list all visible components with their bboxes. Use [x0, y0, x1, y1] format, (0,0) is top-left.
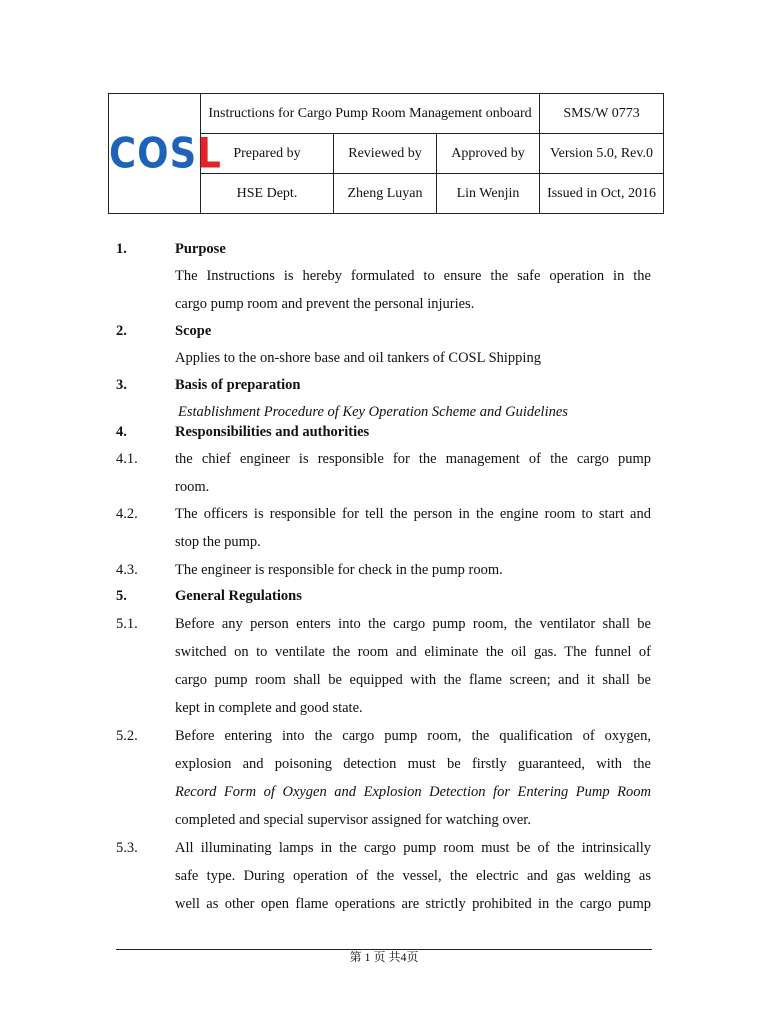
reference-title: Establishment Procedure of Key Operation Scheme and Guidelines	[178, 404, 568, 420]
item-number: 5.1.	[116, 616, 138, 632]
paragraph-line: Before any person enters into the cargo pump room, the ventilator shall be	[175, 616, 651, 632]
paragraph-line: room.	[175, 479, 210, 495]
document-number: SMS/W 0773	[540, 94, 664, 134]
section-number: 3.	[116, 377, 127, 393]
paragraph-line: The Instructions is hereby formulated to ensure the safe operation in the	[175, 268, 651, 284]
item-number: 4.3.	[116, 562, 138, 578]
paragraph-line: cargo pump room and prevent the personal injuries.	[175, 296, 475, 312]
paragraph-line: kept in complete and good state.	[175, 700, 363, 716]
paragraph-line: Applies to the on-shore base and oil tankers of COSL Shipping	[175, 350, 541, 366]
paragraph-line: the chief engineer is responsible for the management of the cargo pump	[175, 451, 651, 467]
paragraph-line: switched on to ventilate the room and eliminate the oil gas. The funnel of	[175, 644, 651, 660]
reviewed-by-value: Zheng Luyan	[334, 174, 437, 214]
item-number: 5.3.	[116, 840, 138, 856]
issue-date: Issued in Oct, 2016	[540, 174, 664, 214]
paragraph-line: well as other open flame operations are strictly prohibited in the cargo pump	[175, 896, 651, 912]
section-number: 5.	[116, 588, 127, 604]
item-number: 4.1.	[116, 451, 138, 467]
paragraph-line: safe type. During operation of the vessel, the electric and gas welding as	[175, 868, 651, 884]
prepared-by-value: HSE Dept.	[201, 174, 334, 214]
section-number: 4.	[116, 424, 127, 440]
section-title: Responsibilities and authorities	[175, 424, 370, 440]
section-number: 2.	[116, 323, 127, 339]
section-title: Basis of preparation	[175, 377, 301, 393]
approved-by-label: Approved by	[437, 134, 540, 174]
section-title: Scope	[175, 323, 212, 339]
paragraph-line: completed and special supervisor assigned for watching over.	[175, 812, 531, 828]
approved-by-value: Lin Wenjin	[437, 174, 540, 214]
paragraph-line: The engineer is responsible for check in the pump room.	[175, 562, 503, 578]
company-logo: COSL	[109, 94, 201, 214]
item-number: 5.2.	[116, 728, 138, 744]
paragraph-line: stop the pump.	[175, 534, 261, 550]
paragraph-line: cargo pump room shall be equipped with the flame screen; and it shall be	[175, 672, 651, 688]
page-number: 第 1 页 共4页	[349, 950, 419, 964]
reviewed-by-label: Reviewed by	[334, 134, 437, 174]
section-title: General Regulations	[175, 588, 302, 604]
paragraph-line: Before entering into the cargo pump room, the qualification of oxygen,	[175, 728, 651, 744]
paragraph-line: explosion and poisoning detection must be firstly guaranteed, with the	[175, 756, 651, 772]
form-reference: Record Form of Oxygen and Explosion Detection for Entering Pump Room	[175, 784, 651, 800]
header-table	[108, 93, 664, 214]
section-number: 1.	[116, 241, 127, 257]
item-number: 4.2.	[116, 506, 138, 522]
document-title: Instructions for Cargo Pump Room Management onboard	[201, 94, 540, 134]
paragraph-line: All illuminating lamps in the cargo pump room must be of the intrinsically	[175, 840, 651, 856]
section-title: Purpose	[175, 241, 226, 257]
paragraph-line: The officers is responsible for tell the person in the engine room to start and	[175, 506, 651, 522]
version: Version 5.0, Rev.0	[540, 134, 664, 174]
prepared-by-label: Prepared by	[201, 134, 334, 174]
